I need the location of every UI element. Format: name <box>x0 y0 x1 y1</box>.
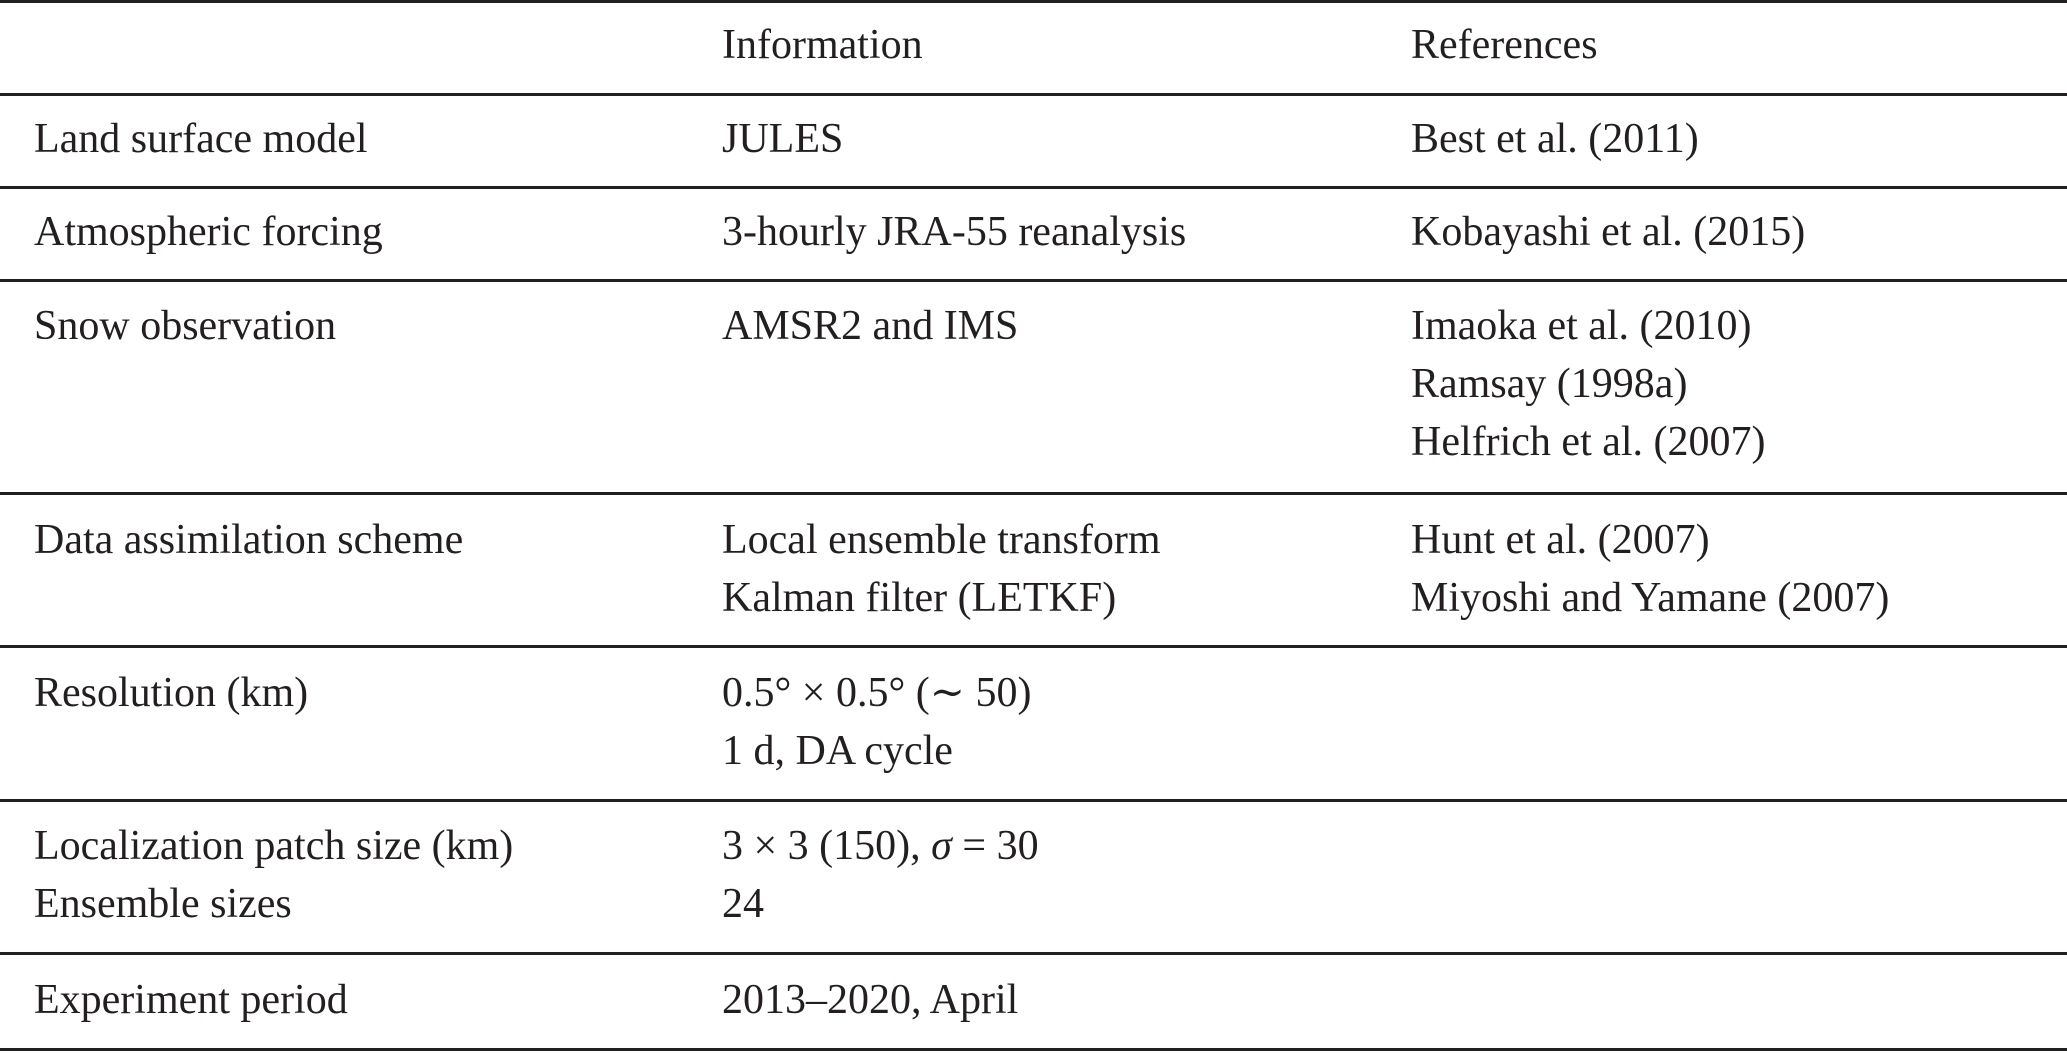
reference-line: Hunt et al. (2007) <box>1411 517 1710 563</box>
header-references: References <box>1411 22 1598 68</box>
row-label <box>34 110 368 168</box>
label-line: Resolution (km) <box>34 670 309 716</box>
row-label <box>34 511 463 569</box>
header-information: Information <box>722 22 923 68</box>
label-line: Ensemble sizes <box>34 881 292 927</box>
information-line: 24 <box>722 881 764 927</box>
label-line: Snow observation <box>34 303 337 349</box>
row-label <box>34 817 513 933</box>
row-rule <box>0 492 2067 495</box>
information-line: 3-hourly JRA-55 reanalysis <box>722 209 1187 255</box>
reference-line: Imaoka et al. (2010) <box>1411 303 1752 349</box>
reference-line: Helfrich et al. (2007) <box>1411 419 1766 465</box>
row-label <box>34 203 383 261</box>
row-label <box>34 297 336 355</box>
header-rule <box>0 93 2067 96</box>
information-line: AMSR2 and IMS <box>722 303 1019 349</box>
row-information <box>722 110 843 168</box>
row-information <box>722 817 1039 933</box>
row-rule <box>0 799 2067 802</box>
reference-line: Best et al. (2011) <box>1411 116 1699 162</box>
label-line: Atmospheric forcing <box>34 209 383 255</box>
information-line: 0.5° × 0.5° (∼ 50) <box>722 670 1032 716</box>
label-line: Localization patch size (km) <box>34 823 514 869</box>
label-line: Experiment period <box>34 977 348 1023</box>
row-information <box>722 664 1031 780</box>
row-rule <box>0 645 2067 648</box>
bottom-rule <box>0 1048 2067 1051</box>
row-information <box>722 297 1018 355</box>
information-line: 3 × 3 (150), σ = 30 <box>722 823 1039 869</box>
row-references <box>1411 203 1805 261</box>
reference-line: Miyoshi and Yamane (2007) <box>1411 575 1890 621</box>
top-rule <box>0 0 2067 3</box>
information-line: Local ensemble transform <box>722 517 1161 563</box>
information-line: 1 d, DA cycle <box>722 728 953 774</box>
label-line: Data assimilation scheme <box>34 517 464 563</box>
reference-line: Ramsay (1998a) <box>1411 361 1688 407</box>
row-information <box>722 971 1018 1029</box>
information-line: 2013–2020, April <box>722 977 1019 1023</box>
row-references <box>1411 110 1699 168</box>
label-line: Land surface model <box>34 116 368 162</box>
row-label <box>34 971 348 1029</box>
reference-line: Kobayashi et al. (2015) <box>1411 209 1806 255</box>
information-line: Kalman filter (LETKF) <box>722 575 1117 621</box>
row-label <box>34 664 308 722</box>
row-references <box>1411 511 1889 627</box>
row-information <box>722 203 1186 261</box>
row-rule <box>0 279 2067 282</box>
row-rule <box>0 952 2067 955</box>
information-line: JULES <box>722 116 844 162</box>
row-information <box>722 511 1161 627</box>
row-references <box>1411 297 1766 471</box>
row-rule <box>0 186 2067 189</box>
